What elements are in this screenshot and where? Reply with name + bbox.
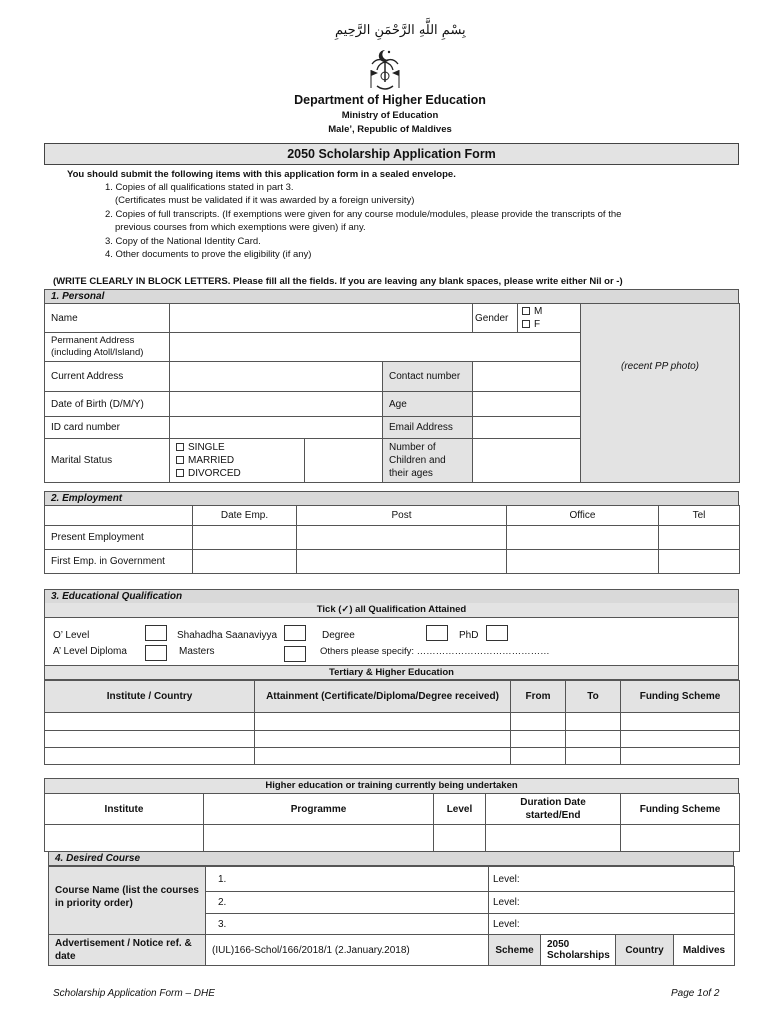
tertiary-row-2-institute[interactable]	[45, 731, 255, 748]
photo-placeholder: (recent PP photo)	[621, 361, 700, 372]
marital-spacer	[305, 439, 383, 483]
header-date-emp: Date Emp.	[193, 506, 297, 526]
current-header-level: Level	[434, 794, 486, 825]
footer-form-name: Scholarship Application Form – DHE	[53, 988, 215, 999]
gender-label: Gender	[473, 304, 518, 333]
first-post-field[interactable]	[297, 550, 507, 574]
tertiary-row-2-to[interactable]	[566, 731, 621, 748]
first-office-field[interactable]	[507, 550, 659, 574]
phd-checkbox[interactable]	[486, 625, 508, 641]
current-header-institute: Institute	[45, 794, 204, 825]
marital-options	[170, 439, 305, 483]
first-employment-label: First Emp. in Government	[45, 550, 193, 574]
current-duration-field[interactable]	[486, 825, 621, 852]
gender-m-checkbox[interactable]	[522, 307, 530, 315]
id-card-label: ID card number	[45, 417, 170, 439]
current-header-funding: Funding Scheme	[621, 794, 740, 825]
section-employment-header: 2. Employment	[44, 491, 739, 506]
marital-single-option[interactable]	[176, 441, 298, 454]
tertiary-header-funding: Funding Scheme	[621, 681, 740, 713]
tertiary-row-2-funding[interactable]	[621, 731, 740, 748]
marital-married-option[interactable]	[176, 454, 298, 467]
desired-course-table	[48, 866, 735, 966]
ministry-line: Ministry of Education	[341, 110, 439, 121]
course-3-field[interactable]	[206, 914, 489, 935]
first-date-field[interactable]	[193, 550, 297, 574]
course-3-number: 3.	[218, 918, 227, 930]
first-tel-field[interactable]	[659, 550, 740, 574]
tertiary-row-2-attainment[interactable]	[255, 731, 511, 748]
bismillah-calligraphy: بِسْمِ اللَّهِ الرَّحْمَنِ الرَّحِيمِ	[335, 23, 466, 38]
photo-box	[581, 304, 740, 483]
present-tel-field[interactable]	[659, 526, 740, 550]
tertiary-table	[44, 680, 740, 765]
maldives-emblem	[363, 46, 407, 92]
email-field[interactable]	[473, 417, 581, 439]
current-header-programme: Programme	[204, 794, 434, 825]
id-card-field[interactable]	[170, 417, 383, 439]
tertiary-row-3-from[interactable]	[511, 748, 566, 765]
single-label: SINGLE	[188, 442, 225, 453]
gender-f-checkbox[interactable]	[522, 320, 530, 328]
course-1-level-field[interactable]	[489, 867, 735, 892]
phd-label: PhD	[459, 630, 479, 641]
course-2-field[interactable]	[206, 892, 489, 914]
divorced-label: DIVORCED	[188, 468, 241, 479]
current-study-heading: Higher education or training currently being undertaken	[44, 778, 739, 794]
tertiary-header-institute: Institute / Country	[45, 681, 255, 713]
employment-corner	[45, 506, 193, 526]
intro-item-1-note: (Certificates must be validated if it was awarded by a foreign university)	[115, 195, 415, 206]
course-1-level-label: Level:	[493, 873, 520, 885]
current-level-field[interactable]	[434, 825, 486, 852]
current-header-duration: Duration Date started/End	[486, 794, 621, 825]
scheme-value: 2050 Scholarships	[541, 935, 616, 966]
footer-page-number: Page 1of 2	[671, 988, 720, 999]
masters-checkbox[interactable]	[284, 646, 306, 662]
country-label: Country	[616, 935, 674, 966]
course-2-level-label: Level:	[493, 897, 520, 908]
course-1-number: 1.	[218, 873, 227, 885]
contact-number-field[interactable]	[473, 362, 581, 392]
present-post-field[interactable]	[297, 526, 507, 550]
tertiary-row-3-funding[interactable]	[621, 748, 740, 765]
gender-m-option[interactable]	[522, 305, 576, 318]
masters-label: Masters	[179, 646, 215, 657]
department-title: Department of Higher Education	[294, 93, 486, 107]
course-3-level-label: Level:	[493, 918, 520, 930]
current-funding-field[interactable]	[621, 825, 740, 852]
course-1-field[interactable]	[206, 867, 489, 892]
personal-table	[44, 303, 740, 483]
header-post: Post	[297, 506, 507, 526]
current-institute-field[interactable]	[45, 825, 204, 852]
country-value: Maldives	[674, 935, 735, 966]
scheme-label: Scheme	[489, 935, 541, 966]
children-label: Number of Children and their ages	[383, 439, 473, 483]
permanent-address-field[interactable]	[170, 333, 581, 362]
permanent-address-label: Permanent Address (including Atoll/Island)	[45, 333, 170, 362]
degree-label: Degree	[322, 630, 355, 641]
intro-item-3: 3. Copy of the National Identity Card.	[105, 236, 261, 247]
gender-f-option[interactable]	[522, 318, 576, 331]
contact-number-label: Contact number	[383, 362, 473, 392]
tertiary-row-3-institute[interactable]	[45, 748, 255, 765]
course-name-label: Course Name (list the courses in priority order)	[49, 867, 206, 935]
tertiary-row-3-attainment[interactable]	[255, 748, 511, 765]
present-employment-label: Present Employment	[45, 526, 193, 550]
current-study-table	[44, 793, 740, 852]
tertiary-row-1-to[interactable]	[566, 713, 621, 731]
tertiary-header-to: To	[566, 681, 621, 713]
tertiary-header-from: From	[511, 681, 566, 713]
married-checkbox[interactable]	[176, 456, 184, 464]
degree-checkbox[interactable]	[426, 625, 448, 641]
shahadha-label: Shahadha Saanaviyya	[177, 630, 278, 641]
shahadha-checkbox[interactable]	[284, 625, 306, 641]
tertiary-row-1-funding[interactable]	[621, 713, 740, 731]
tertiary-header-attainment: Attainment (Certificate/Diploma/Degree received)	[255, 681, 511, 713]
married-label: MARRIED	[188, 455, 235, 466]
advertisement-ref-value: (IUL)166-Schol/166/2018/1 (2.January.2018)	[206, 935, 489, 966]
course-2-number: 2.	[218, 897, 227, 908]
single-checkbox[interactable]	[176, 443, 184, 451]
email-label: Email Address	[383, 417, 473, 439]
age-field[interactable]	[473, 392, 581, 417]
marital-status-label: Marital Status	[45, 439, 170, 483]
o-level-checkbox[interactable]	[145, 625, 167, 641]
current-address-label: Current Address	[45, 362, 170, 392]
present-office-field[interactable]	[507, 526, 659, 550]
intro-item-4: 4. Other documents to prove the eligibility (if any)	[105, 249, 312, 260]
write-clearly-note: (WRITE CLEARLY IN BLOCK LETTERS. Please fill all the fields. If you are leaving any blank spaces, please write either Nil or -)	[53, 276, 623, 287]
name-label: Name	[45, 304, 170, 333]
o-level-label: O’ Level	[53, 630, 90, 641]
a-level-label: A’ Level Diploma	[53, 646, 127, 657]
tertiary-row-1-institute[interactable]	[45, 713, 255, 731]
intro-item-1: 1. Copies of all qualifications stated in part 3.	[105, 182, 294, 193]
dob-field[interactable]	[170, 392, 383, 417]
name-field[interactable]	[170, 304, 473, 333]
marital-divorced-option[interactable]	[176, 467, 298, 480]
course-2-level-field[interactable]	[489, 892, 735, 914]
tick-qualification-heading: Tick (✓) all Qualification Attained	[44, 603, 739, 618]
tertiary-heading: Tertiary & Higher Education	[44, 665, 739, 680]
tertiary-row-1-from[interactable]	[511, 713, 566, 731]
advertisement-label: Advertisement / Notice ref. & date	[49, 935, 206, 966]
intro-lead: You should submit the following items with this application form in a sealed envelope.	[67, 169, 456, 180]
tertiary-row-2-from[interactable]	[511, 731, 566, 748]
location-line: Male’, Republic of Maldives	[328, 124, 452, 135]
gender-m-label: M	[534, 306, 543, 317]
section-education-header: 3. Educational Qualification	[44, 589, 739, 604]
employment-table	[44, 505, 740, 574]
tertiary-row-3-to[interactable]	[566, 748, 621, 765]
divorced-checkbox[interactable]	[176, 469, 184, 477]
others-specify-field[interactable]: Others please specify: ……………………………………	[320, 646, 550, 657]
intro-item-2-cont: previous courses from which exemptions were given) if any.	[115, 222, 366, 233]
section-personal-header: 1. Personal	[44, 289, 739, 304]
form-title: 2050 Scholarship Application Form	[44, 143, 739, 165]
present-date-field[interactable]	[193, 526, 297, 550]
children-field[interactable]	[473, 439, 581, 483]
section-desired-header: 4. Desired Course	[48, 851, 734, 866]
current-programme-field[interactable]	[204, 825, 434, 852]
gender-options	[518, 304, 581, 333]
intro-item-2: 2. Copies of full transcripts. (If exemptions were given for any course module/modules, please provide the transcripts of the	[105, 209, 622, 220]
age-label: Age	[383, 392, 473, 417]
current-address-field[interactable]	[170, 362, 383, 392]
course-3-level-field[interactable]	[489, 914, 735, 935]
header-tel: Tel	[659, 506, 740, 526]
dob-label: Date of Birth (D/M/Y)	[45, 392, 170, 417]
header-office: Office	[507, 506, 659, 526]
a-level-checkbox[interactable]	[145, 645, 167, 661]
gender-f-label: F	[534, 319, 541, 330]
tertiary-row-1-attainment[interactable]	[255, 713, 511, 731]
